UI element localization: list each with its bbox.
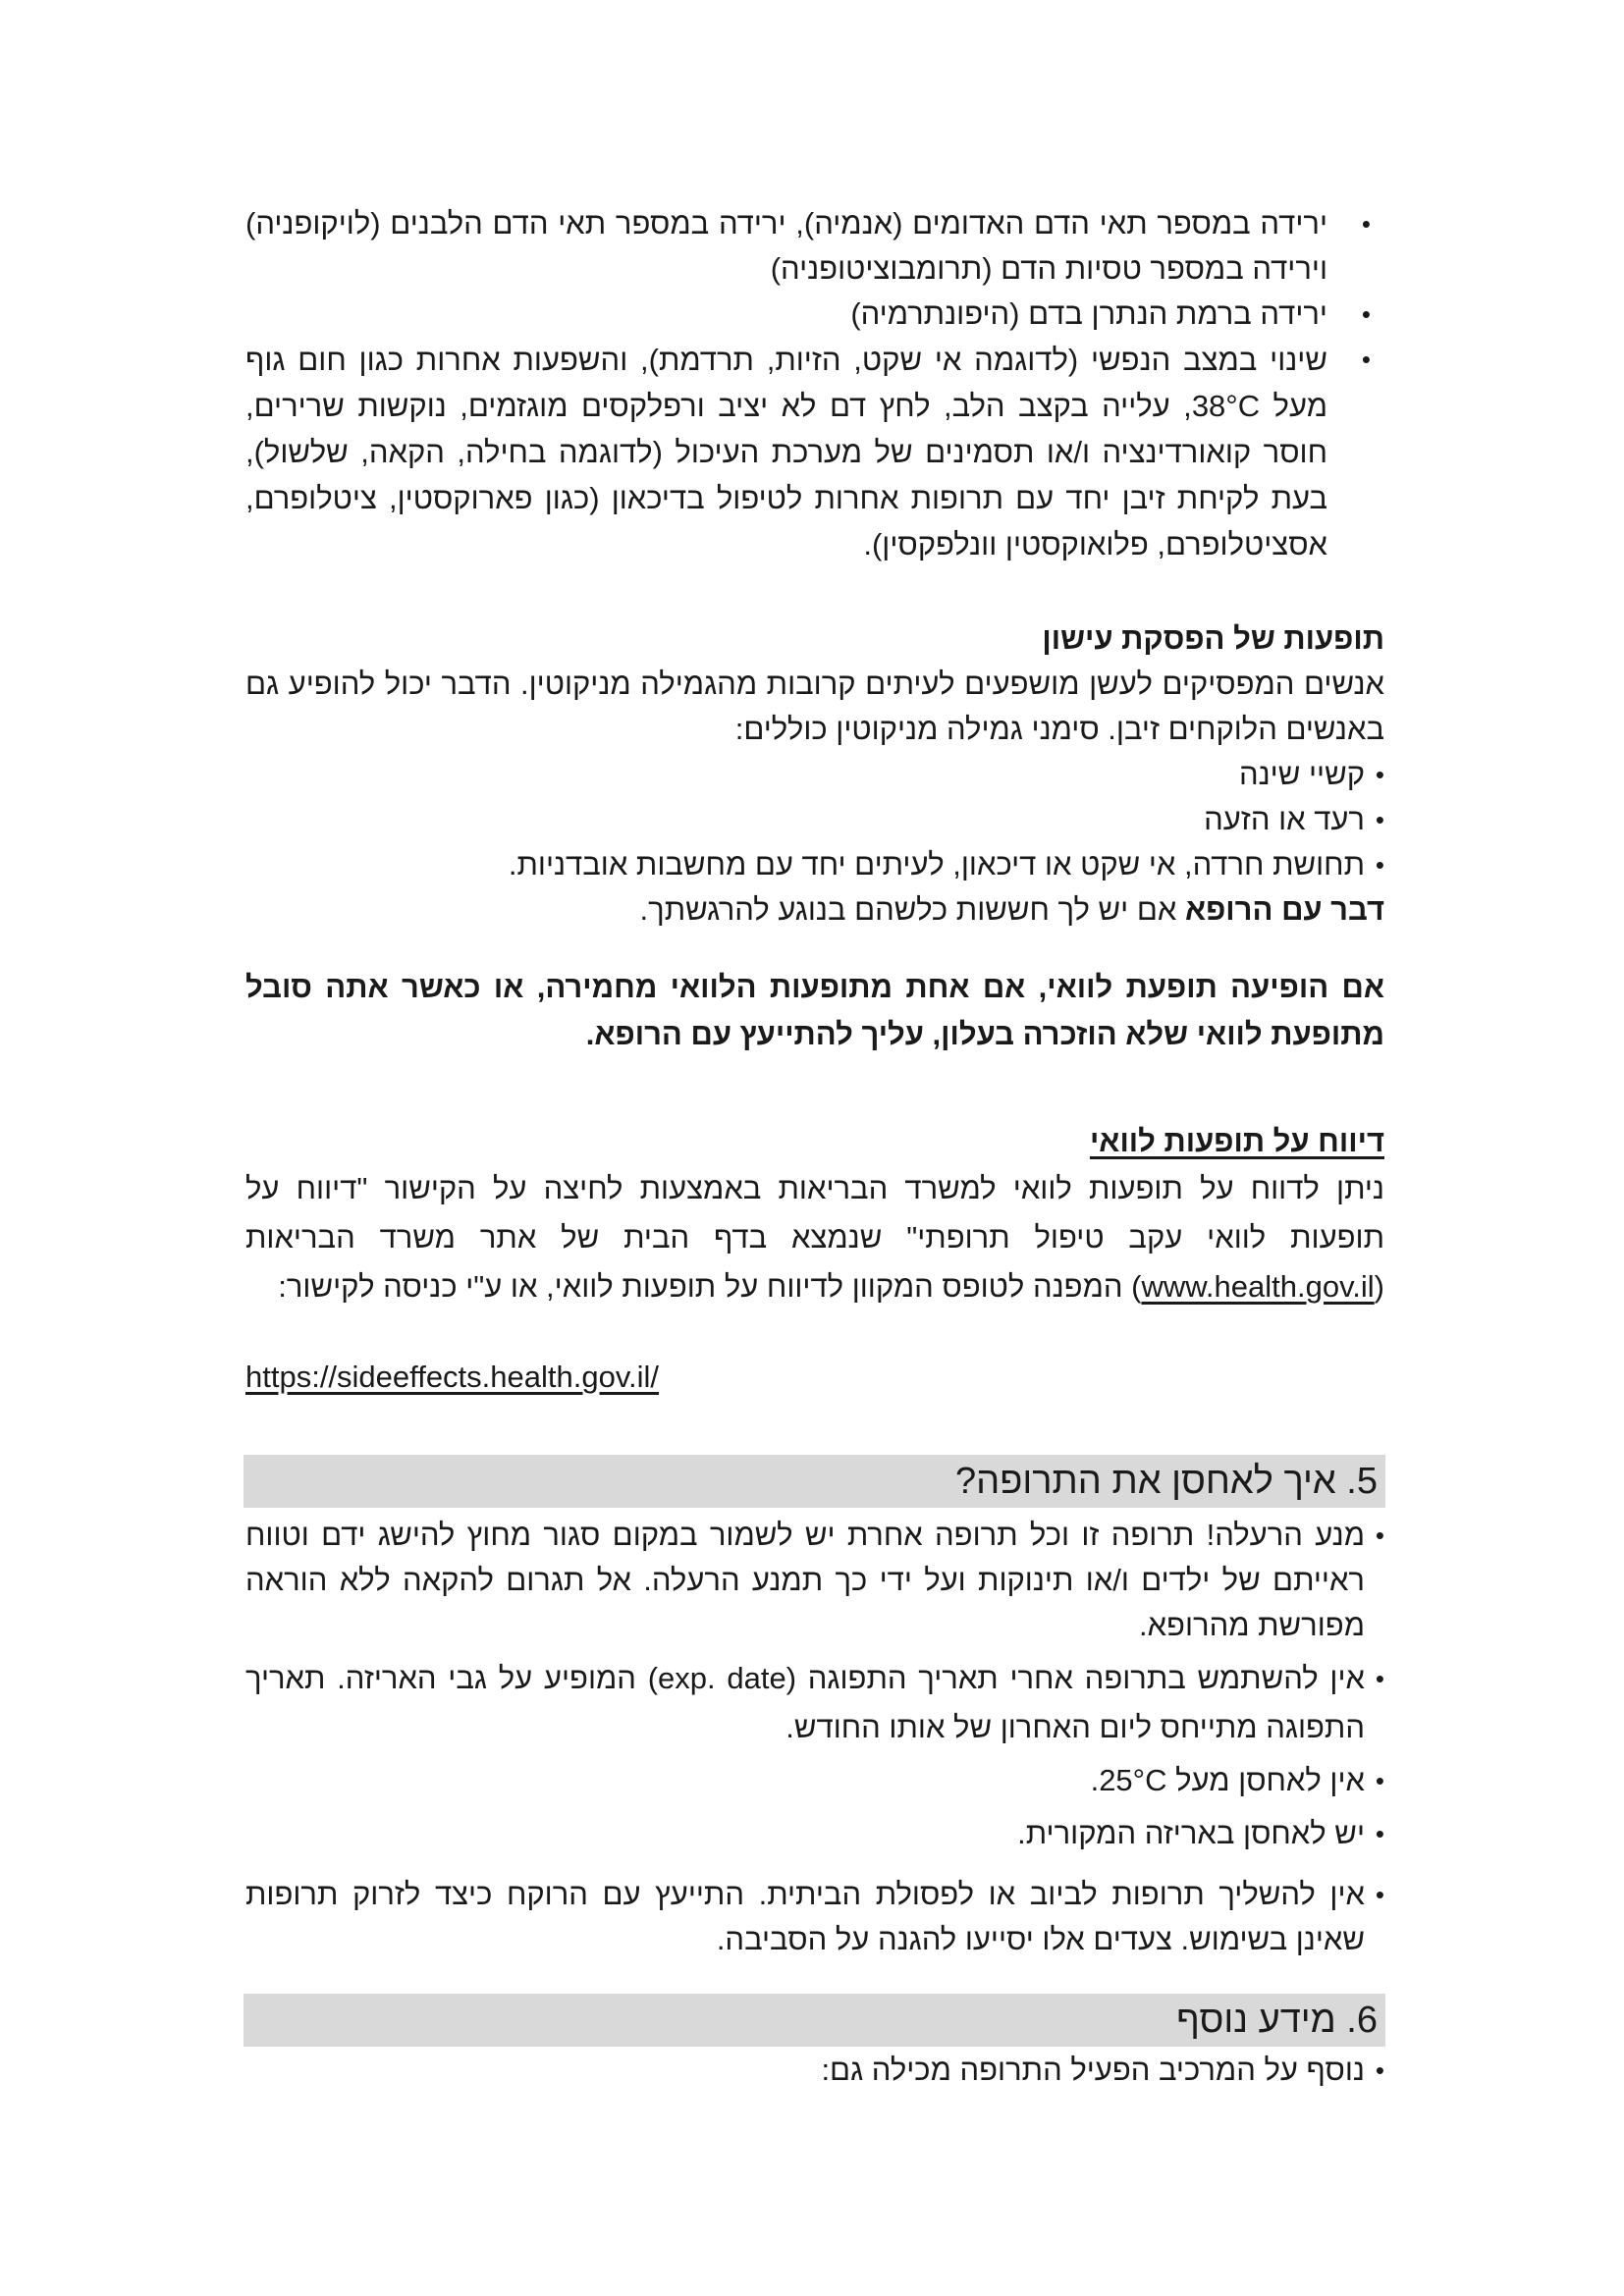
health-site-link[interactable]: www.health.gov.il [1141, 1269, 1375, 1304]
list-item-text: אין להשתמש בתרופה אחרי תאריך התפוגה (exp. date) המופיע על גבי האריזה. תאריך התפוגה מתייחס ליום האחרון של אותו החודש. [245, 1661, 1365, 1744]
list-item-text: אין להשליך תרופות לביוב או לפסולת הביתית. התייעץ עם הרוקח כיצד לזרוק תרופות שאינן בשימוש. צעדים אלו יסייעו להגנה על הסביבה. [245, 1877, 1365, 1956]
side-effects-report-link[interactable]: https://sideeffects.health.gov.il/ [245, 1360, 660, 1394]
smoking-section [245, 616, 1384, 933]
reporting-heading: דיווח על תופעות לוואי [1089, 1124, 1384, 1158]
section-6-header [244, 1994, 1385, 2047]
side-effect-warning: אם הופיעה תופעת לוואי, אם אחת מתופעות הלוואי מחמירה, או כאשר אתה סובל מתופעת לוואי שלא הוזכרה בעלון, עליך להתייעץ עם הרופא. [245, 970, 1384, 1051]
list-item [245, 842, 1384, 887]
list-item-text: ירידה ברמת הנתרן בדם (היפונתרמיה) [850, 296, 1327, 331]
list-item [245, 201, 1384, 292]
list-item-text: קשיי שינה [1238, 757, 1365, 791]
reporting-text-part1: ניתן לדווח על תופעות לוואי למשרד הבריאות באמצעות לחיצה על הקישור "דיווח על תופעות לוואי עקב טיפול תרופתי" שנמצא בדף הבית של אתר משרד הבריאות ( [245, 1171, 1384, 1304]
storage-block [245, 1513, 1384, 1962]
side-effects-list [245, 201, 1384, 567]
list-item-text: תחושת חרדה, אי שקט או דיכאון, לעיתים יחד עם מחשבות אובדניות. [508, 847, 1365, 881]
list-item-text: רעד או הזעה [1204, 802, 1365, 836]
list-item [245, 2048, 1384, 2093]
list-item [245, 292, 1384, 337]
reporting-text-part2: ) המפנה לטופס המקוון לדיווח על תופעות לוואי, או ע"י כניסה לקישור: [278, 1269, 1142, 1304]
smoking-intro: אנשים המפסיקים לעשן מושפעים לעיתים קרובות מהגמילה מניקוטין. הדבר יכול להופיע גם באנשים הלוקחים זיבן. סימני גמילה מניקוטין כוללים: [245, 667, 1384, 746]
list-item [245, 1654, 1384, 1752]
list-item [245, 337, 1384, 567]
list-item [245, 1513, 1384, 1648]
consult-doctor-text: אם יש לך חששות כלשהם בנוגע להרגשתך. [639, 892, 1185, 927]
list-item-text: שינוי במצב הנפשי (לדוגמה אי שקט, הזיות, תרדמת), והשפעות אחרות כגון חום גוף מעל 38°C, עלייה בקצב הלב, לחץ דם לא יציב ורפלקסים מוגזמים, נוקשות שרירים, חוסר קואורדינציה ו/או תסמינים של מערכת העיכול (לדוגמה בחילה, הקאה, שלשול), בעת לקיחת זיבן יחד עם תרופות אחרות לטיפול בדיכאון (כגון פארוקסטין, ציטלופרם, אסציטלופרם, פלואוקסטין וונלפקסין). [245, 343, 1327, 561]
smoking-heading: תופעות של הפסקת עישון [1042, 621, 1384, 656]
additional-info-list [245, 2048, 1384, 2093]
reporting-url-line [245, 1355, 1384, 1400]
reporting-text [245, 1164, 1384, 1311]
side-effects-block [245, 201, 1384, 567]
list-item-text: נוסף על המרכיב הפעיל התרופה מכילה גם: [821, 2053, 1365, 2087]
additional-info-block [245, 2048, 1384, 2093]
list-item [245, 1758, 1384, 1803]
list-item-text: ירידה במספר תאי הדם האדומים (אנמיה), ירידה במספר תאי הדם הלבנים (לויקופניה) וירידה במספר טסיות הדם (תרומבוציטופניה) [245, 206, 1327, 286]
section-5-header [244, 1455, 1385, 1508]
list-item-text: יש לאחסן באריזה המקורית. [1017, 1816, 1365, 1850]
list-item [245, 752, 1384, 797]
list-item-text: אין לאחסן מעל 25°C. [1090, 1763, 1365, 1797]
section-6-title: 6. מידע נוסף [1176, 2000, 1378, 2041]
list-item [245, 797, 1384, 842]
consult-doctor-bold: דבר עם הרופא [1184, 892, 1384, 927]
list-item [245, 1811, 1384, 1856]
smoking-symptoms-list [245, 752, 1384, 887]
list-item [245, 1872, 1384, 1962]
consult-doctor-line [245, 887, 1384, 933]
storage-list [245, 1513, 1384, 1962]
section-5-title: 5. איך לאחסן את התרופה? [954, 1461, 1378, 1502]
reporting-section [245, 1119, 1384, 1311]
list-item-text: מנע הרעלה! תרופה זו וכל תרופה אחרת יש לשמור במקום סגור מחוץ להישג ידם וטווח ראייתם של ילדים ו/או תינוקות ועל ידי כך תמנע הרעלה. אל תגרום להקאה ללא הוראה מפורשת מהרופא. [245, 1518, 1365, 1642]
